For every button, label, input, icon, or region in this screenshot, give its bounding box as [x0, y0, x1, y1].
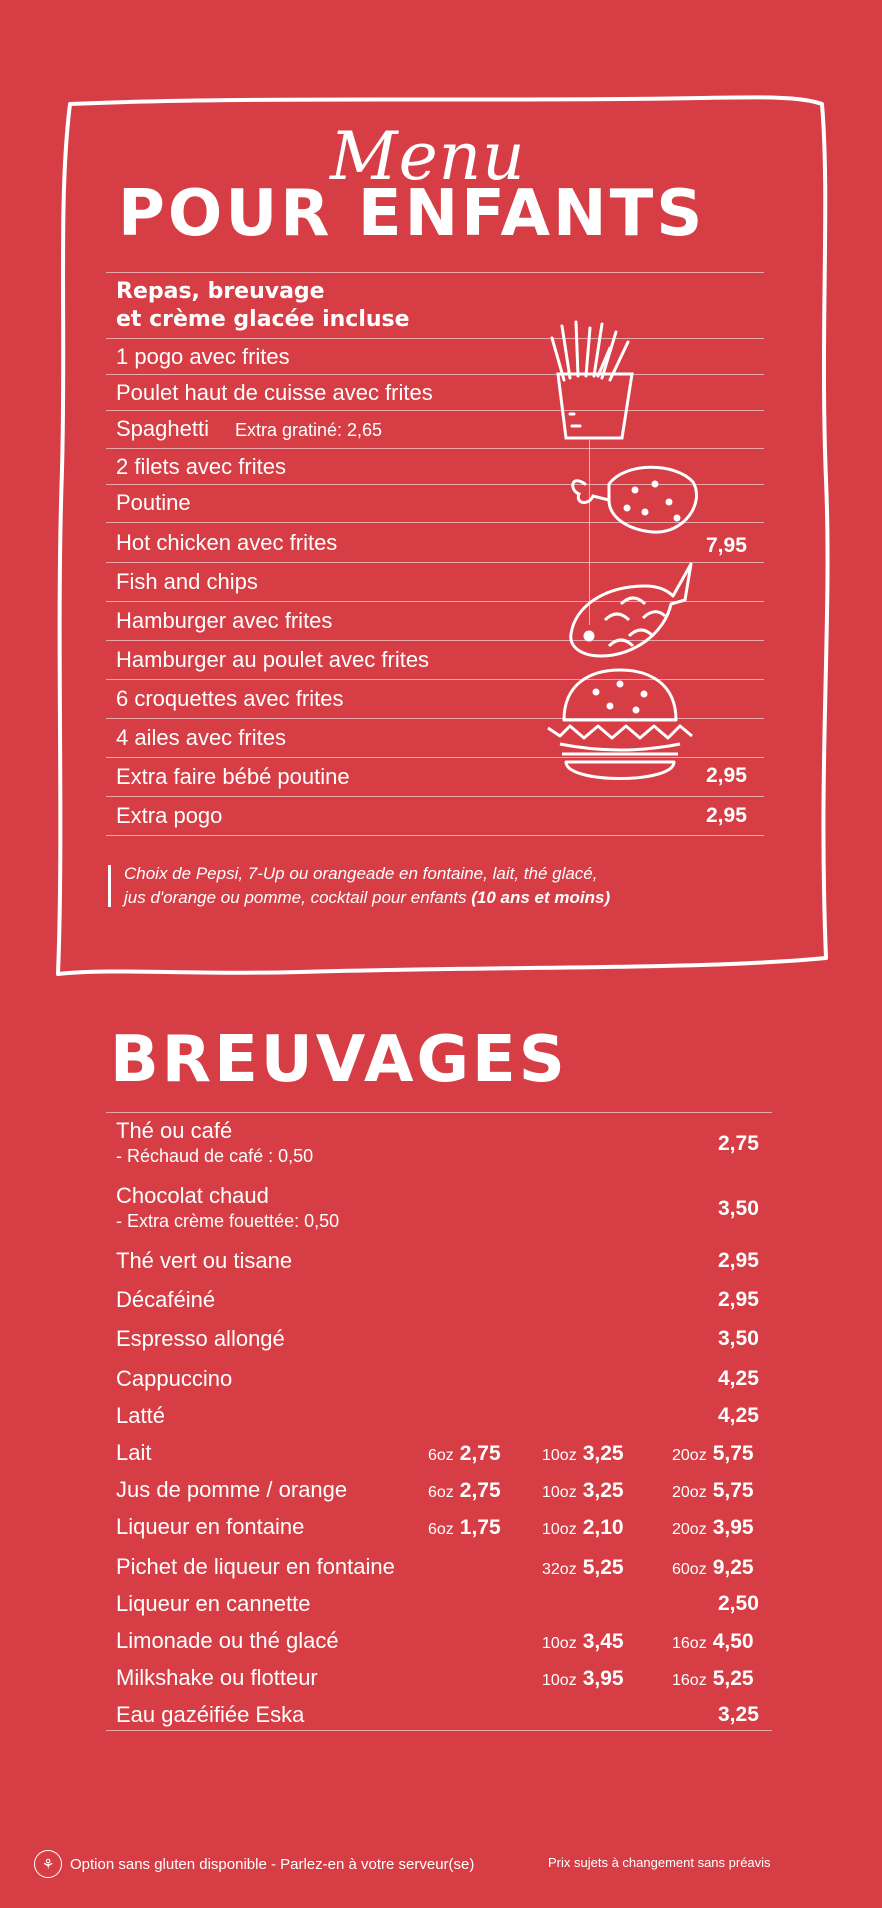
kids-item-name: Fish and chips — [116, 569, 258, 594]
divider — [106, 835, 764, 836]
size-price: 9,25 — [712, 1556, 754, 1579]
drink-price: 3,25 — [718, 1703, 759, 1726]
kids-extra-name: Extra faire bébé poutine — [116, 764, 350, 789]
drink-name: Thé ou café — [116, 1118, 233, 1143]
drink-sub: - Réchaud de café : 0,50 — [116, 1146, 314, 1166]
drink-row — [116, 1366, 776, 1392]
drink-row — [116, 1183, 776, 1232]
size-label: 60oz — [672, 1561, 707, 1578]
note-age-limit: (10 ans et moins) — [471, 888, 611, 907]
kids-main-price: 7,95 — [706, 534, 747, 557]
drink-size-price — [672, 1442, 754, 1466]
drink-size-price — [428, 1442, 501, 1466]
kids-extra-name: Extra pogo — [116, 803, 223, 828]
drink-name: Pichet de liqueur en fontaine — [116, 1554, 395, 1579]
drink-name: Cappuccino — [116, 1366, 233, 1391]
drink-size-price — [542, 1516, 624, 1540]
drink-size-price — [672, 1479, 754, 1503]
size-price: 2,75 — [459, 1442, 501, 1465]
wheat-icon: ⚘ — [34, 1850, 62, 1878]
drink-price: 3,50 — [718, 1197, 759, 1220]
size-label: 20oz — [672, 1521, 707, 1538]
drink-name: Jus de pomme / orange — [116, 1477, 348, 1502]
drink-size-price — [542, 1442, 624, 1466]
size-price: 2,75 — [459, 1479, 501, 1502]
size-label: 16oz — [672, 1635, 707, 1652]
size-label: 32oz — [542, 1561, 577, 1578]
note-line1: Choix de Pepsi, 7-Up ou orangeade en fontaine, lait, thé glacé, — [124, 864, 598, 883]
drink-size-price — [672, 1630, 754, 1654]
size-label: 10oz — [542, 1672, 577, 1689]
drink-price: 2,95 — [718, 1288, 759, 1311]
note-line2: jus d'orange ou pomme, cocktail pour enfants — [124, 888, 472, 907]
kids-item-name: 4 ailes avec frites — [116, 725, 286, 750]
drink-size-price — [672, 1556, 754, 1580]
drink-size-price — [542, 1556, 624, 1580]
size-price: 5,75 — [712, 1442, 754, 1465]
size-label: 10oz — [542, 1447, 577, 1464]
kids-item-name: 1 pogo avec frites — [116, 344, 290, 369]
drink-name: Latté — [116, 1403, 165, 1428]
drink-name: Décaféiné — [116, 1287, 216, 1312]
gluten-note-text: Option sans gluten disponible - Parlez-en à votre serveur(se) — [70, 1855, 475, 1873]
drink-name: Lait — [116, 1440, 152, 1465]
kids-item-name: 2 filets avec frites — [116, 454, 286, 479]
size-price: 2,10 — [582, 1516, 624, 1539]
size-price: 3,25 — [582, 1442, 624, 1465]
drink-size-price — [542, 1479, 624, 1503]
burger-icon — [540, 666, 700, 794]
size-label: 20oz — [672, 1447, 707, 1464]
drink-row — [116, 1702, 776, 1728]
drink-price: 2,75 — [718, 1132, 759, 1155]
size-price: 5,25 — [712, 1667, 754, 1690]
size-label: 10oz — [542, 1635, 577, 1652]
kids-extra-item — [116, 797, 766, 835]
kids-item-name: Spaghetti — [116, 416, 209, 441]
drink-price: 3,50 — [718, 1327, 759, 1350]
drink-price: 4,25 — [718, 1404, 759, 1427]
drumstick-icon — [565, 462, 705, 542]
drink-size-price — [672, 1667, 754, 1691]
size-label: 6oz — [428, 1447, 454, 1464]
size-price: 3,25 — [582, 1479, 624, 1502]
drink-price: 2,50 — [718, 1592, 759, 1615]
kids-item-name: Hamburger au poulet avec frites — [116, 647, 430, 672]
kids-item-name: Hot chicken avec frites — [116, 530, 338, 555]
drink-price: 2,95 — [718, 1249, 759, 1272]
kids-drink-note — [124, 862, 724, 910]
size-price: 3,95 — [582, 1667, 624, 1690]
drinks-title: BREUVAGES — [110, 1023, 568, 1097]
size-label: 6oz — [428, 1521, 454, 1538]
kids-menu-header — [116, 278, 410, 334]
divider — [106, 272, 764, 273]
drink-name: Liqueur en cannette — [116, 1591, 311, 1616]
size-price: 5,75 — [712, 1479, 754, 1502]
size-label: 10oz — [542, 1484, 577, 1501]
size-label: 10oz — [542, 1521, 577, 1538]
divider — [106, 1730, 772, 1731]
price-disclaimer: Prix sujets à changement sans préavis — [548, 1855, 771, 1870]
drink-name: Espresso allongé — [116, 1326, 285, 1351]
size-price: 1,75 — [459, 1516, 501, 1539]
drink-size-price — [542, 1630, 624, 1654]
kids-item-name: 6 croquettes avec frites — [116, 686, 344, 711]
size-price: 4,50 — [712, 1630, 754, 1653]
drink-name: Chocolat chaud — [116, 1183, 269, 1208]
fries-icon — [540, 318, 670, 448]
kids-header-line2: et crème glacée incluse — [116, 307, 410, 332]
kids-item-extra: Extra gratiné: 2,65 — [234, 420, 383, 440]
kids-menu-title: POUR ENFANTS — [118, 177, 706, 251]
size-price: 3,45 — [582, 1630, 624, 1653]
drink-row — [116, 1403, 776, 1429]
size-price: 3,95 — [712, 1516, 754, 1539]
size-price: 5,25 — [582, 1556, 624, 1579]
drink-size-price — [542, 1667, 624, 1691]
drink-name: Milkshake ou flotteur — [116, 1665, 318, 1690]
drink-name: Eau gazéifiée Eska — [116, 1702, 305, 1727]
drink-name: Thé vert ou tisane — [116, 1248, 293, 1273]
fish-icon — [565, 556, 695, 662]
drink-price: 4,25 — [718, 1367, 759, 1390]
kids-item-name: Hamburger avec frites — [116, 608, 333, 633]
drink-size-price — [428, 1516, 501, 1540]
kids-item-name: Poutine — [116, 490, 191, 515]
size-label: 6oz — [428, 1484, 454, 1501]
kids-extra-price: 2,95 — [706, 804, 747, 827]
drink-name: Liqueur en fontaine — [116, 1514, 305, 1539]
kids-extra-price: 2,95 — [706, 764, 747, 787]
gluten-free-note — [34, 1850, 474, 1878]
drink-name: Limonade ou thé glacé — [116, 1628, 339, 1653]
menu-script-title: Menu — [330, 118, 526, 195]
size-label: 16oz — [672, 1672, 707, 1689]
drink-size-price — [428, 1479, 501, 1503]
drink-row — [116, 1248, 776, 1274]
kids-header-line1: Repas, breuvage — [116, 279, 325, 304]
note-accent-bar — [108, 865, 111, 907]
size-label: 20oz — [672, 1484, 707, 1501]
drink-sub: - Extra crème fouettée: 0,50 — [116, 1211, 340, 1231]
drink-row — [116, 1118, 776, 1167]
drink-row — [116, 1326, 776, 1352]
drink-row — [116, 1287, 776, 1313]
drink-row — [116, 1591, 776, 1617]
divider — [106, 1112, 772, 1113]
kids-item-name: Poulet haut de cuisse avec frites — [116, 380, 433, 405]
drink-size-price — [672, 1516, 754, 1540]
